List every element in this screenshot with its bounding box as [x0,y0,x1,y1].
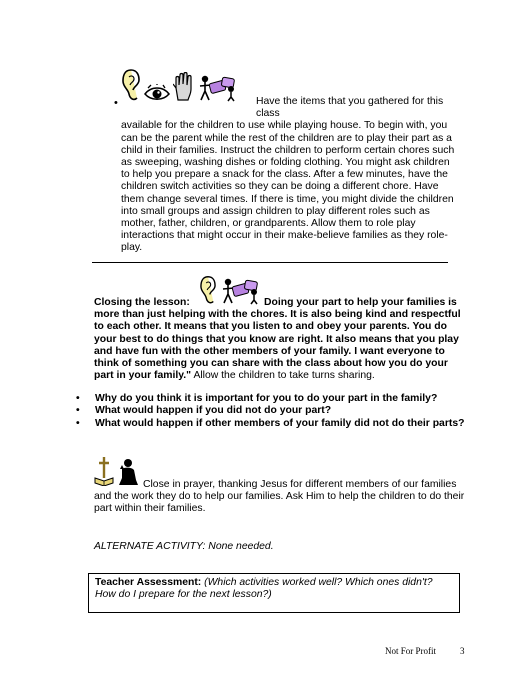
section1-line: play. [121,242,143,254]
section1-paragraph [121,96,461,255]
section1-line: Have the items that you gathered for this class [256,96,444,120]
closing-last-line [94,370,464,382]
section1-line: child in their families. Instruct the children to perform certain chores such [121,144,455,156]
section1-line: interactions that might occur in their make-believe families as they role- [121,230,448,242]
footer-text: Not For Profit [385,646,437,656]
section1-line: as sweeping, washing dishes or folding clothing. You might ask children [121,157,450,169]
prayer-paragraph [94,479,474,516]
assessment-question-2: How do I prepare for the next lesson?) [95,589,272,601]
section1-bullet: • [114,97,118,109]
section1-line: children switch activities so they can be doing a different chore. Have [121,181,439,193]
closing-last-bold: part in your family." [94,370,192,382]
closing-label: Closing the lesson: [94,297,190,308]
closing-last-normal: Allow the children to take turns sharing. [191,370,375,382]
alternate-activity: ALTERNATE ACTIVITY: None needed. [94,541,274,552]
closing-line: your best to do things that you know are right. It also means that you play [94,333,459,345]
closing-line: think of something you can share with the class about how you do your [94,358,448,370]
section1-line: available for the children to use while playing house. To begin with, you [121,120,448,132]
closing-first-line [94,297,464,309]
teacher-assessment-box [88,573,460,613]
question-item: • What would happen if you did not do your part? [76,405,476,417]
closing-line: Doing your part to help your families is [264,297,457,308]
section1-line: into small groups and assign children to play different roles such as [121,205,430,217]
section1-line: to help you prepare a snack for the class. After a few minutes, have the [121,169,448,181]
section1-line: them change several times. If there is time, you might divide the children [121,193,454,205]
assessment-label: Teacher Assessment: [95,577,202,588]
prayer-line: part within their families. [94,503,206,515]
question-item: • What would happen if other members of your family did not do their parts? [76,418,476,430]
assessment-question-1: (Which activities worked well? Which ones didn't? [204,577,433,588]
page-number: 3 [460,646,465,656]
prayer-line: Close in prayer, thanking Jesus for different members of our families [143,479,457,490]
closing-line: and have fun with the other members of your family. I want everyone to [94,345,445,357]
section1-line: can be the parent while the rest of the children are to play their part as a [121,132,452,144]
closing-line: more than just helping with the chores. It is also being kind and respectful [94,309,461,321]
question-item: • Why do you think it is important for you to do your part in the family? [76,393,476,405]
section1-line: mother, father, children, or grandparents. Allow them to role play [121,218,416,230]
prayer-line: and the work they do to help our families. Ask Him to help the children to do their [94,491,465,503]
closing-paragraph [94,297,464,382]
closing-line: to each other. It means that you listen to and obey your parents. You do [94,321,447,333]
discussion-questions [76,393,476,430]
assessment-line-1 [95,577,453,589]
section-divider [92,262,448,263]
